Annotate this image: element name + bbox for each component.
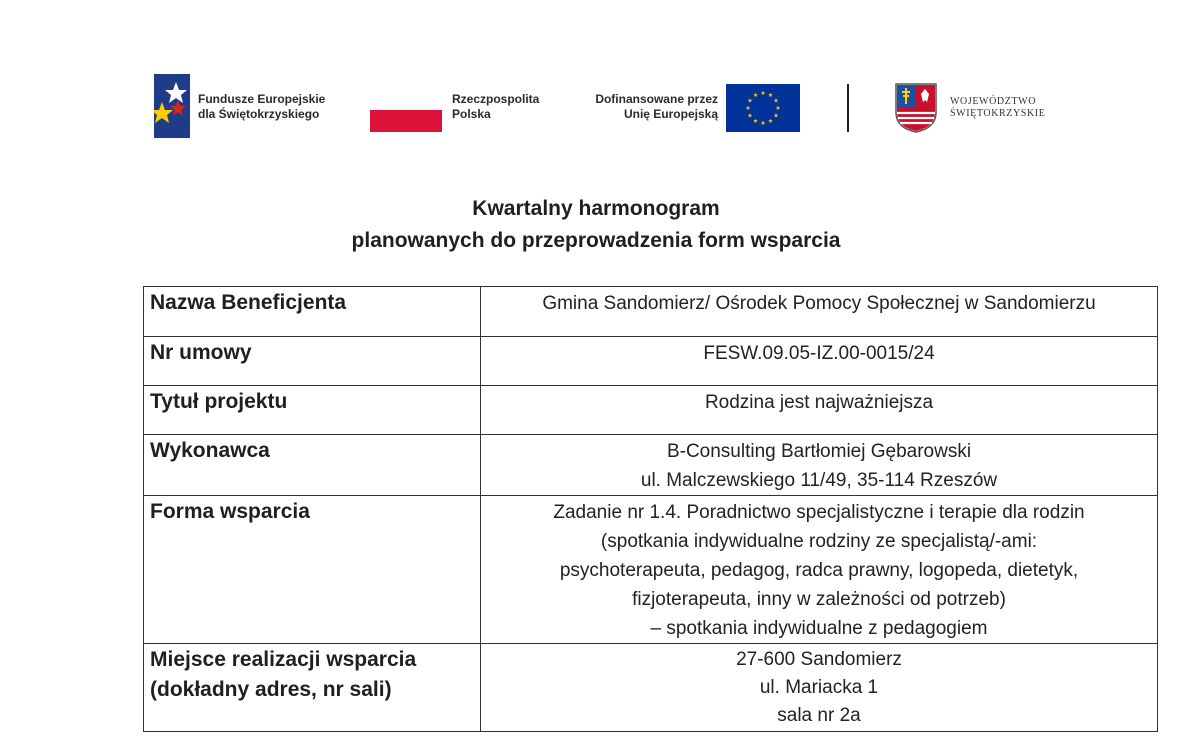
eu-star xyxy=(774,113,779,117)
row-label-text: Nazwa Beneficjenta xyxy=(150,291,347,314)
eu-logo-line2: Unię Europejską xyxy=(623,107,718,121)
row-value-text: psychoterapeuta, pedagog, radca prawny, logopeda, dietetyk, xyxy=(559,560,1079,581)
row-label-cell xyxy=(144,435,481,496)
row-value-text: (spotkania indywidualne rodziny ze specjalistą/-ami: xyxy=(600,531,1038,552)
row-label-text: Miejsce realizacji wsparcia xyxy=(150,648,417,671)
fundusze-europejskie-logo xyxy=(154,74,190,138)
eu-star xyxy=(753,93,758,97)
row-label-cell xyxy=(144,386,481,435)
row-label-text: Nr umowy xyxy=(150,341,252,364)
eu-star xyxy=(776,106,781,110)
row-label-cell xyxy=(144,287,481,337)
row-value-text: ul. Mariacka 1 xyxy=(759,677,879,698)
eu-star xyxy=(768,93,773,97)
table-row xyxy=(144,287,1158,337)
table-row xyxy=(144,337,1158,386)
row-value-text: Rodzina jest najważniejsza xyxy=(704,392,934,413)
table-row xyxy=(144,386,1158,435)
ws-logo-line1: WOJEWÓDZTWO xyxy=(950,96,1037,107)
row-label-text: (dokładny adres, nr sali) xyxy=(150,678,392,701)
schedule-info-table xyxy=(143,286,1158,732)
row-value-cell xyxy=(481,386,1158,435)
row-value-cell xyxy=(481,644,1158,732)
eu-star xyxy=(761,91,766,95)
eu-star xyxy=(753,119,758,123)
fe-logo-line2: dla Świętokrzyskiego xyxy=(198,107,320,121)
row-label-text: Tytuł projektu xyxy=(150,390,288,413)
row-value-text: – spotkania indywidualne z pedagogiem xyxy=(650,618,988,639)
row-value-text: FESW.09.05-IZ.00-0015/24 xyxy=(703,343,935,364)
row-value-cell xyxy=(481,435,1158,496)
row-value-text: sala nr 2a xyxy=(777,705,861,726)
row-value-text: Zadanie nr 1.4. Poradnictwo specjalistyczne i terapie dla rodzin xyxy=(553,502,1085,523)
eu-star xyxy=(748,113,753,117)
ws-logo-line2: ŚWIĘTOKRZYSKIE xyxy=(950,108,1046,119)
row-value-cell xyxy=(481,337,1158,386)
eu-star xyxy=(774,98,779,102)
row-value-text: fizjoterapeuta, inny w zależności od potrzeb) xyxy=(632,589,1006,610)
rzeczpospolita-flag xyxy=(370,110,442,132)
row-value-text: ul. Malczewskiego 11/49, 35-114 Rzeszów xyxy=(640,470,998,491)
row-label-cell xyxy=(144,644,481,732)
row-value-cell xyxy=(481,287,1158,337)
row-value-cell xyxy=(481,496,1158,644)
eu-star xyxy=(748,98,753,102)
row-label-cell xyxy=(144,496,481,644)
fe-logo-line1: Fundusze Europejskie xyxy=(198,92,326,106)
eu-star xyxy=(761,121,766,125)
table-body xyxy=(144,287,1158,732)
row-label-text: Forma wsparcia xyxy=(150,500,310,523)
row-value-text: B-Consulting Bartłomiej Gębarowski xyxy=(666,441,972,462)
row-label-cell xyxy=(144,337,481,386)
eu-stars xyxy=(746,91,781,125)
rp-logo-text xyxy=(452,92,539,122)
row-label-text: Wykonawca xyxy=(150,439,270,462)
document-title xyxy=(0,193,1192,257)
eu-star xyxy=(768,119,773,123)
table-row xyxy=(144,435,1158,496)
row-value-text: Gmina Sandomierz/ Ośrodek Pomocy Społecznej w Sandomierzu xyxy=(542,293,1096,314)
document-title-line1: Kwartalny harmonogram xyxy=(472,197,720,220)
ws-logo-text xyxy=(950,96,1045,120)
eu-flag-icon xyxy=(726,84,800,132)
table-row xyxy=(144,496,1158,644)
rp-logo-line1: Rzeczpospolita xyxy=(452,92,540,106)
logo-bar xyxy=(150,72,1050,142)
table-row xyxy=(144,644,1158,732)
rp-logo-line2: Polska xyxy=(452,107,491,121)
logo-divider xyxy=(847,84,849,132)
eu-star xyxy=(746,106,751,110)
swietokrzyskie-crest-icon xyxy=(894,82,938,134)
fe-logo-text xyxy=(198,92,325,122)
eu-logo-text xyxy=(578,92,718,122)
eu-logo-line1: Dofinansowane przez xyxy=(595,92,718,106)
document-title-line2: planowanych do przeprowadzenia form wsparcia xyxy=(351,229,841,252)
row-value-text: 27-600 Sandomierz xyxy=(736,649,902,670)
